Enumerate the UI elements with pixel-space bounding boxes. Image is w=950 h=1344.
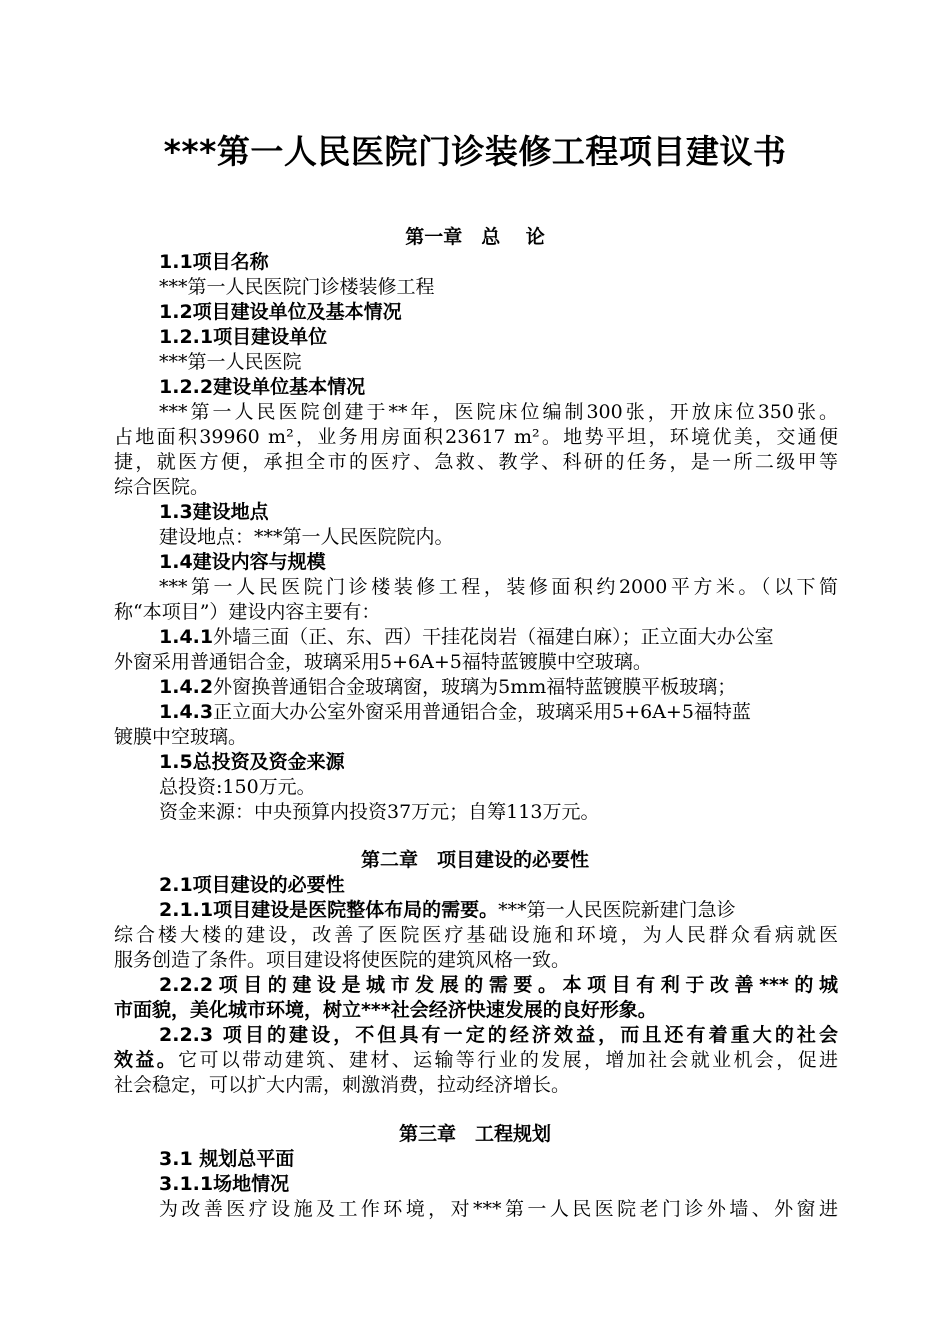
paragraph-line: ***第一人民医院 <box>159 351 302 373</box>
section-1-2-1-heading: 1.2.1项目建设单位 <box>159 326 328 348</box>
paragraph-line: 综合楼大楼的建设，改善了医院医疗基础设施和环境，为人民群众看病就医 <box>114 924 838 946</box>
item-2-2-3-text: 它可以带动建筑、建材、运输等行业的发展，增加社会就业机会，促进 <box>178 1049 838 1071</box>
item-1-4-2-text: 外窗换普通铝合金玻璃窗，玻璃为5mm福特蓝镀膜平板玻璃； <box>213 676 737 698</box>
document-title: ***第一人民医院门诊装修工程项目建议书 <box>163 132 787 171</box>
paragraph-line: 综合医院。 <box>114 476 210 498</box>
paragraph-line: 外窗采用普通铝合金，玻璃采用5+6A+5福特蓝镀膜中空玻璃。 <box>114 651 652 673</box>
item-2-1-1-heading: 2.1.1项目建设是医院整体布局的需要。 <box>159 899 499 921</box>
paragraph-line: 建设地点：***第一人民医院院内。 <box>159 526 454 548</box>
item-1-4-1-text: 外墙三面（正、东、西）干挂花岗岩（福建白麻）；正立面大办公室 <box>213 626 774 648</box>
paragraph-line: ***第一人民医院门诊楼装修工程，装修面积约2000平方米。（以下简 <box>159 576 838 598</box>
paragraph-line: 镀膜中空玻璃。 <box>114 726 248 748</box>
item-1-4-3-text: 正立面大办公室外窗采用普通铝合金，玻璃采用5+6A+5福特蓝 <box>213 701 751 723</box>
section-1-5-heading: 1.5总投资及资金来源 <box>159 751 345 773</box>
chapter-1-heading: 第一章 总 论 <box>405 226 545 248</box>
paragraph-line: 服务创造了条件。项目建设将使医院的建筑风格一致。 <box>114 949 571 971</box>
paragraph-line: 占地面积39960 m²，业务用房面积23617 m²。地势平坦，环境优美，交通便 <box>114 426 838 448</box>
paragraph-line <box>159 675 838 700</box>
paragraph-line: 总投资:150万元。 <box>159 776 316 798</box>
paragraph-line: 捷，就医方便，承担全市的医疗、急救、教学、科研的任务，是一所二级甲等 <box>114 451 838 473</box>
item-2-2-2-heading: 2.2.2项目的建设是城市发展的需要。本项目有利于改善***的城 <box>159 974 838 996</box>
item-2-2-2-continued: 市面貌，美化城市环境，树立***社会经济快速发展的良好形象。 <box>114 999 657 1021</box>
section-1-2-heading: 1.2项目建设单位及基本情况 <box>159 301 402 323</box>
section-1-2-2-heading: 1.2.2建设单位基本情况 <box>159 376 366 398</box>
item-1-4-2-number: 1.4.2 <box>159 676 214 698</box>
item-2-2-3-heading: 2.2.3 项目的建设，不但具有一定的经济效益，而且还有着重大的社会 <box>159 1024 838 1046</box>
section-3-1-heading: 3.1 规划总平面 <box>159 1148 295 1170</box>
item-1-4-3-number: 1.4.3 <box>159 701 214 723</box>
item-1-4-1-number: 1.4.1 <box>159 626 214 648</box>
item-2-2-3-bold-tail: 效益。 <box>114 1049 179 1071</box>
chapter-2-heading: 第二章 项目建设的必要性 <box>360 849 589 871</box>
paragraph-line <box>114 1048 838 1073</box>
section-3-1-1-heading: 3.1.1场地情况 <box>159 1173 290 1195</box>
chapter-3-heading: 第三章 工程规划 <box>398 1123 551 1145</box>
section-1-3-heading: 1.3建设地点 <box>159 501 269 523</box>
paragraph-line: ***第一人民医院门诊楼装修工程 <box>159 276 435 298</box>
item-2-1-1-text: ***第一人民医院新建门急诊 <box>498 899 736 921</box>
paragraph-line <box>159 898 838 923</box>
section-1-1-heading: 1.1项目名称 <box>159 251 269 273</box>
paragraph-line: 为改善医疗设施及工作环境，对***第一人民医院老门诊外墙、外窗进 <box>159 1198 838 1220</box>
section-1-4-heading: 1.4建设内容与规模 <box>159 551 326 573</box>
section-2-1-heading: 2.1项目建设的必要性 <box>159 874 345 896</box>
paragraph-line: 资金来源：中央预算内投资37万元；自筹113万元。 <box>159 801 600 823</box>
paragraph-line <box>159 625 838 650</box>
paragraph-line <box>159 700 838 725</box>
paragraph-line: 社会稳定，可以扩大内需，刺激消费，拉动经济增长。 <box>114 1074 571 1096</box>
paragraph-line: ***第一人民医院创建于**年，医院床位编制300张，开放床位350张。 <box>159 401 838 423</box>
paragraph-line: 称“本项目”）建设内容主要有： <box>114 601 381 623</box>
